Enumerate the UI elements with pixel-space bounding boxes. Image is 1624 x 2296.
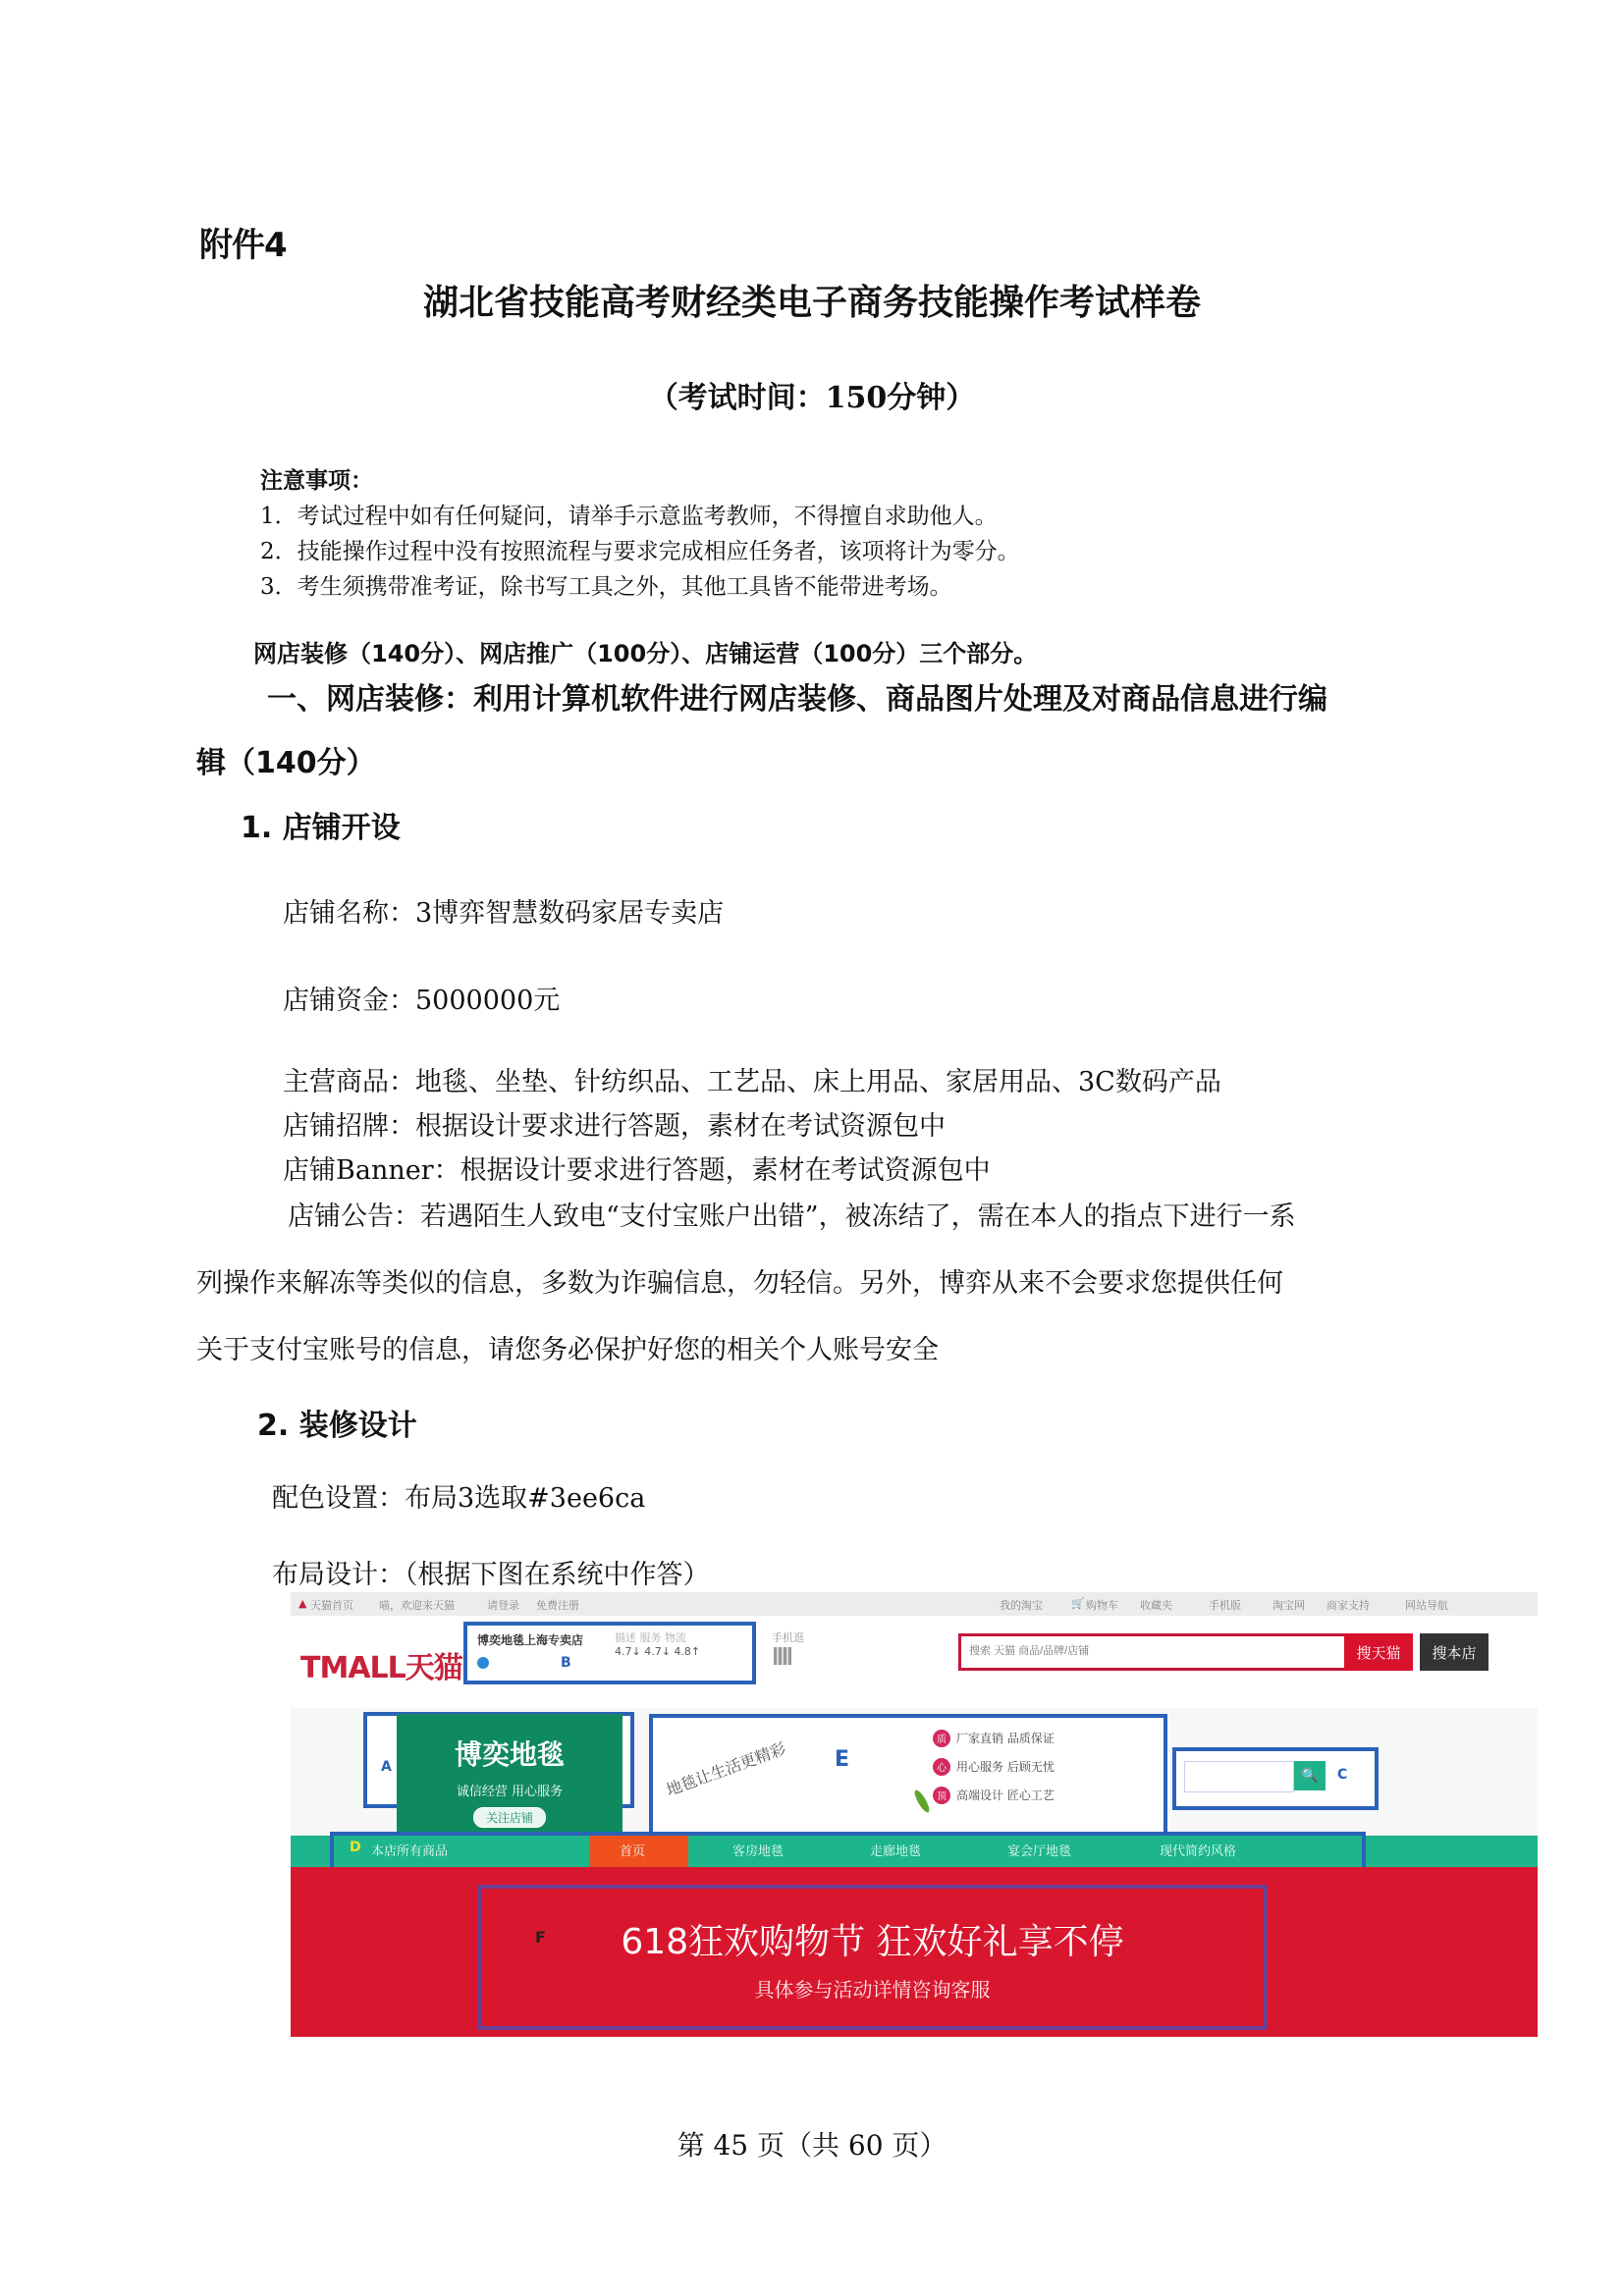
cart-icon: 🛒 [1071,1597,1085,1610]
feature-text: 高端设计 匠心工艺 [956,1789,1055,1802]
notice-heading: 注意事项： [260,468,373,494]
banner-title: 618狂欢购物节 狂欢好礼享不停 [621,1922,1124,1962]
page-title: 湖北省技能高考财经类电子商务技能操作考试样卷 [422,283,1201,323]
promo-banner [291,1867,1538,2037]
exam-time: （考试时间：150分钟） [648,381,976,415]
box-label-c: C [1337,1767,1348,1783]
attachment-label: 附件4 [199,226,287,265]
store-announcement-cont: 关于支付宝账号的信息，请您务必保护好您的相关个人账号安全 [196,1335,939,1365]
topbar-link[interactable]: 淘宝网 [1272,1599,1305,1612]
store-brand-sign [397,1714,623,1838]
leaf-icon [912,1789,932,1815]
qr-code-icon[interactable] [774,1647,791,1665]
notice-block [260,463,1020,605]
store-name[interactable]: 博奕地毯上海专卖店 [477,1633,584,1647]
tmall-header [291,1616,1538,1708]
topbar-link[interactable]: 我的淘宝 [1000,1599,1043,1612]
topbar-link[interactable]: 请登录 [487,1599,519,1612]
store-announcement: 店铺公告：若遇陌生人致电“支付宝账户出错”，被冻结了，需在本人的指点下进行一系 [288,1201,1296,1232]
nav-guestroom-carpet[interactable]: 客房地毯 [732,1844,785,1859]
ratings: 4.7↓ 4.7↓ 4.8↑ [615,1645,701,1658]
store-banner: 店铺Banner：根据设计要求进行答题，素材在考试资源包中 [283,1155,991,1186]
store-info-box-b [463,1622,756,1684]
topbar-link: 喵，欢迎来天猫 [379,1599,455,1612]
wangwang-icon[interactable] [477,1657,489,1669]
store-header-area [291,1708,1538,1836]
topbar-link[interactable]: 商家支持 [1326,1599,1370,1612]
tmall-logo[interactable]: TMALL天猫 [300,1651,462,1685]
store-name: 店铺名称：3博弈智慧数码家居专卖店 [283,898,725,929]
section1-heading-cont: 辑（140分） [196,746,376,780]
search-input[interactable] [967,1636,1207,1666]
slogan: 地毯让生活更精彩 [663,1738,788,1800]
tmall-search [958,1633,1349,1671]
notice-item: 3．考生须携带准考证，除书写工具之外，其他工具皆不能带进考场。 [260,574,952,600]
search-store-button[interactable]: 搜本店 [1420,1633,1489,1671]
topbar-link[interactable]: 收藏夹 [1140,1599,1172,1612]
nav-modern-style[interactable]: 现代简约风格 [1160,1844,1237,1859]
banner-subtitle: 具体参与活动详情咨询客服 [754,1978,991,2002]
feature-item [933,1724,1055,1752]
layout-design: 布局设计：（根据下图在系统中作答） [272,1560,710,1590]
store-announcement-cont: 列操作来解冻等类似的信息，多数为诈骗信息，勿轻信。另外，博弈从来不会要求您提供任何 [196,1268,1283,1299]
notice-item: 2．技能操作过程中没有按照流程与要求完成相应任务者，该项将计为零分。 [260,539,1020,564]
search-tmall-button[interactable]: 搜天猫 [1344,1633,1413,1671]
page-footer: 第 45 页（共 60 页） [677,2129,947,2162]
store-sign: 店铺招牌：根据设计要求进行答题，素材在考试资源包中 [283,1111,946,1142]
feature-item [933,1752,1055,1781]
topbar-link[interactable]: 购物车 [1086,1599,1118,1612]
layout-box-f [477,1885,1268,2030]
color-setting: 配色设置：布局3选取#3ee6ca [272,1483,646,1514]
topbar-link[interactable]: 天猫首页 [310,1599,353,1612]
feature-list [933,1724,1055,1809]
parts-summary: 网店装修（140分）、网店推广（100分）、店铺运营（100分）三个部分。 [253,640,1038,667]
rating-header: 描述 服务 物流 [615,1631,686,1644]
section1-heading: 一、网店装修：利用计算机软件进行网店装修、商品图片处理及对商品信息进行编 [267,682,1327,717]
topbar-link[interactable]: 免费注册 [536,1599,579,1612]
design-icon: 顶 [933,1787,950,1804]
layout-box-c [1172,1747,1379,1810]
feature-item [933,1781,1055,1809]
topbar-link[interactable]: 网站导航 [1405,1599,1448,1612]
feature-text: 用心服务 后顾无忧 [956,1760,1055,1774]
box-label-d: D [350,1840,361,1855]
nav-banquet-carpet[interactable]: 宴会厅地毯 [1007,1844,1072,1859]
subsection1-heading: 1. 店铺开设 [241,811,401,845]
nav-home[interactable]: 首页 [620,1844,646,1859]
subsection2-heading: 2. 装修设计 [257,1409,417,1443]
box-label-f: F [535,1928,546,1947]
brand-tagline: 诚信经营 用心服务 [456,1785,564,1799]
quality-icon: 质 [933,1730,950,1747]
search-icon[interactable]: 🔍 [1294,1761,1326,1790]
home-icon: ▲ [298,1597,307,1610]
box-label-b: B [561,1655,571,1671]
nav-all-products[interactable]: 本店所有商品 [371,1844,449,1859]
main-products: 主营商品：地毯、坐垫、针纺织品、工艺品、床上用品、家居用品、3C数码产品 [283,1067,1221,1097]
feature-text: 厂家直销 品质保证 [956,1732,1055,1745]
box-label-e: E [835,1747,850,1772]
store-search-input[interactable] [1184,1761,1294,1792]
topbar-link[interactable]: 手机版 [1209,1599,1241,1612]
store-layout-screenshot [291,1592,1538,2037]
box-label-a: A [381,1759,392,1775]
follow-store-button[interactable]: 关注店铺 [473,1807,546,1828]
store-funds: 店铺资金：5000000元 [283,986,561,1016]
heart-icon: 心 [933,1758,950,1776]
brand-title: 博奕地毯 [454,1738,565,1771]
layout-box-d [330,1832,1366,1871]
mobile-label: 手机逛 [772,1631,804,1644]
tmall-topbar [291,1592,1538,1616]
layout-box-e [649,1714,1167,1838]
nav-corridor-carpet[interactable]: 走廊地毯 [870,1844,922,1859]
notice-item: 1．考试过程中如有任何疑问，请举手示意监考教师，不得擅自求助他人。 [260,504,998,529]
